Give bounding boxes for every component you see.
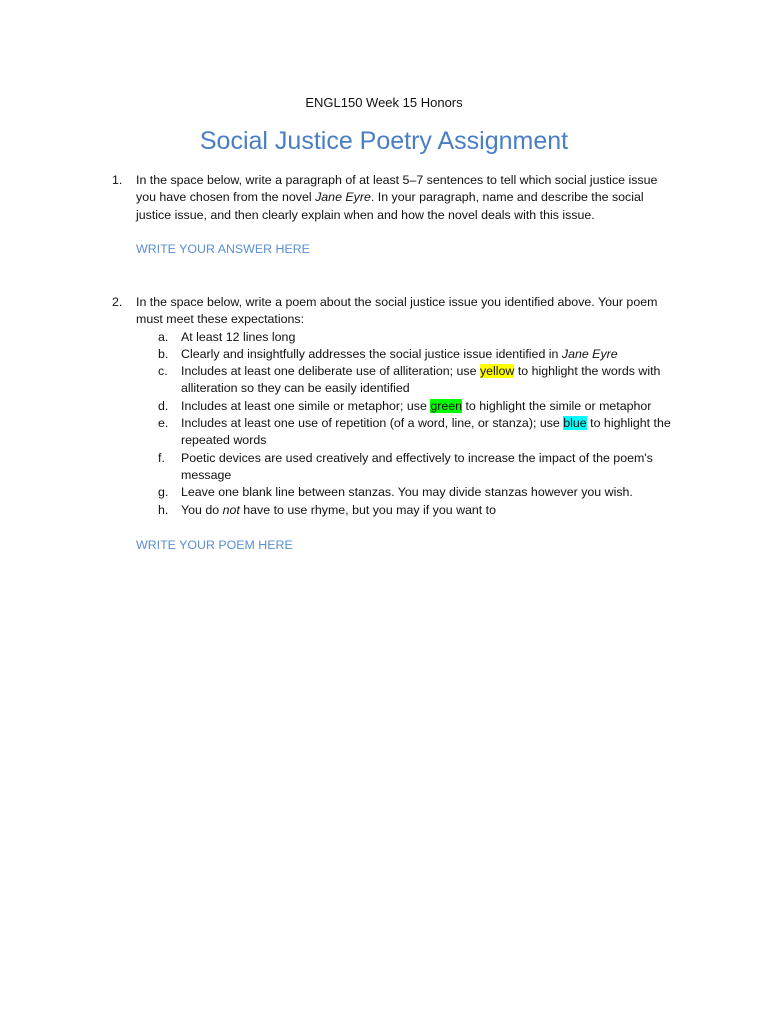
list-item: f. Poetic devices are used creatively and effectively to increase the impact of the poem's message [158,450,653,482]
list-item: a. At least 12 lines long [158,329,296,344]
list-item: e. Includes at least one use of repetition (of a word, line, or stanza); use blue to highlight the repeated words [158,416,671,448]
question-intro: In the space below, write a poem about the social justice issue you identified above. Your poem must meet these expectations: [136,295,658,327]
highlight-blue: blue [563,416,587,431]
expectations-list [158,329,672,519]
question-number: 1. [112,173,123,187]
highlight-yellow: yellow [479,364,515,379]
question-1 [112,172,672,224]
page-title: Social Justice Poetry Assignment [199,127,569,155]
novel-title: Jane Eyre [315,190,371,205]
list-item: b. Clearly and insightfully addresses the social justice issue identified in Jane Eyre [158,346,618,361]
poem-placeholder[interactable]: WRITE YOUR POEM HERE [136,538,293,552]
list-item: d. Includes at least one simile or metaphor; use green to highlight the simile or metaphor [158,398,652,413]
question-text: In the space below, write a paragraph of at least 5–7 sentences to tell which social justice issue you have chosen from the novel Jane Eyre. In your paragraph, name and describe the social justice issue, and then clearly explain when and how the novel deals with this issue. [136,173,658,222]
answer-placeholder[interactable]: WRITE YOUR ANSWER HERE [136,242,310,256]
highlight-green: green [430,398,463,413]
course-header: ENGL150 Week 15 Honors [305,95,463,110]
novel-title: Jane Eyre [561,346,618,361]
question-2 [112,294,672,519]
question-number: 2. [112,295,123,309]
question-text [136,294,672,519]
emphasis-text: not [222,502,240,517]
list-item: g. Leave one blank line between stanzas. You may divide stanzas however you wish. [158,485,633,500]
list-item: h. You do not have to use rhyme, but you may if you want to [158,502,497,517]
list-item: c. Includes at least one deliberate use of alliteration; use yellow to highlight the words with alliteration so they can be easily identified [158,364,661,396]
